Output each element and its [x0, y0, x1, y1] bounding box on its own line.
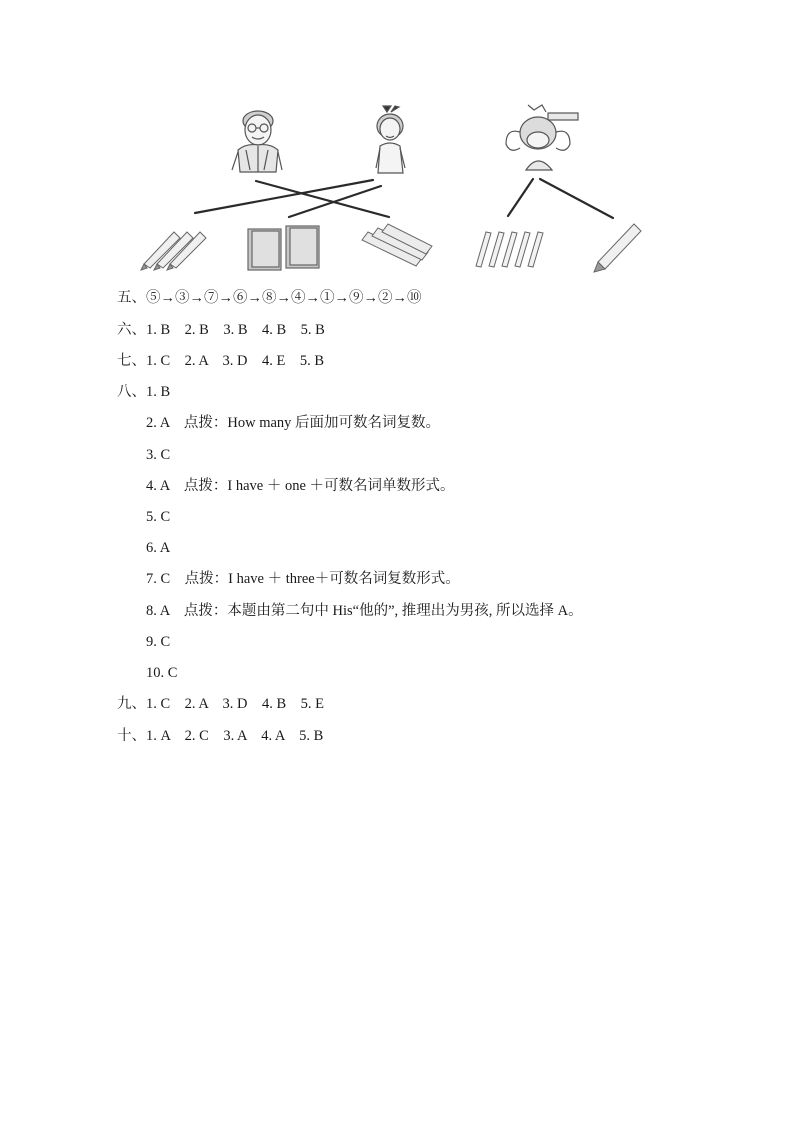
answer-8-item: 9. C	[146, 634, 171, 650]
answer-8-item: 2. A 点拨：How many 后面加可数名词复数。	[146, 415, 441, 431]
pencil-illustration	[594, 224, 641, 272]
rulers-illustration	[362, 224, 432, 266]
answer-8-item: 7. C 点拨：I have ＋ three＋可数名词复数形式。	[146, 571, 460, 587]
answer-8-item: 5. C	[146, 509, 171, 525]
pencils-illustration	[141, 232, 206, 270]
matching-figure	[0, 0, 794, 290]
answer-8-item: 8. A 点拨：本题由第二句中 His“他的”, 推理出为男孩, 所以选择 A。	[146, 603, 583, 619]
girl-illustration	[376, 106, 405, 173]
answer-8-item: 10. C	[146, 665, 178, 681]
answer-section-8-title: 八、1. B	[117, 384, 171, 400]
answer-section-10: 十、1. A 2. C 3. A 4. A 5. B	[117, 728, 324, 744]
pens-illustration	[476, 232, 543, 267]
matching-lines	[195, 179, 613, 218]
answer-8-item: 3. C	[146, 447, 171, 463]
answer-8-item: 4. A 点拨：I have ＋ one ＋可数名词单数形式。	[146, 478, 455, 494]
notebooks-illustration	[248, 226, 319, 270]
answer-section-6: 六、1. B 2. B 3. B 4. B 5. B	[117, 322, 325, 338]
monkey-illustration	[506, 105, 578, 170]
boy-illustration	[232, 111, 282, 172]
answer-section-5: 五、⑤→③→⑦→⑥→⑧→④→①→⑨→②→⑩	[117, 290, 422, 306]
answer-section-7: 七、1. C 2. A 3. D 4. E 5. B	[117, 353, 325, 369]
answer-8-item: 6. A	[146, 540, 171, 556]
answer-section-9: 九、1. C 2. A 3. D 4. B 5. E	[117, 696, 325, 712]
